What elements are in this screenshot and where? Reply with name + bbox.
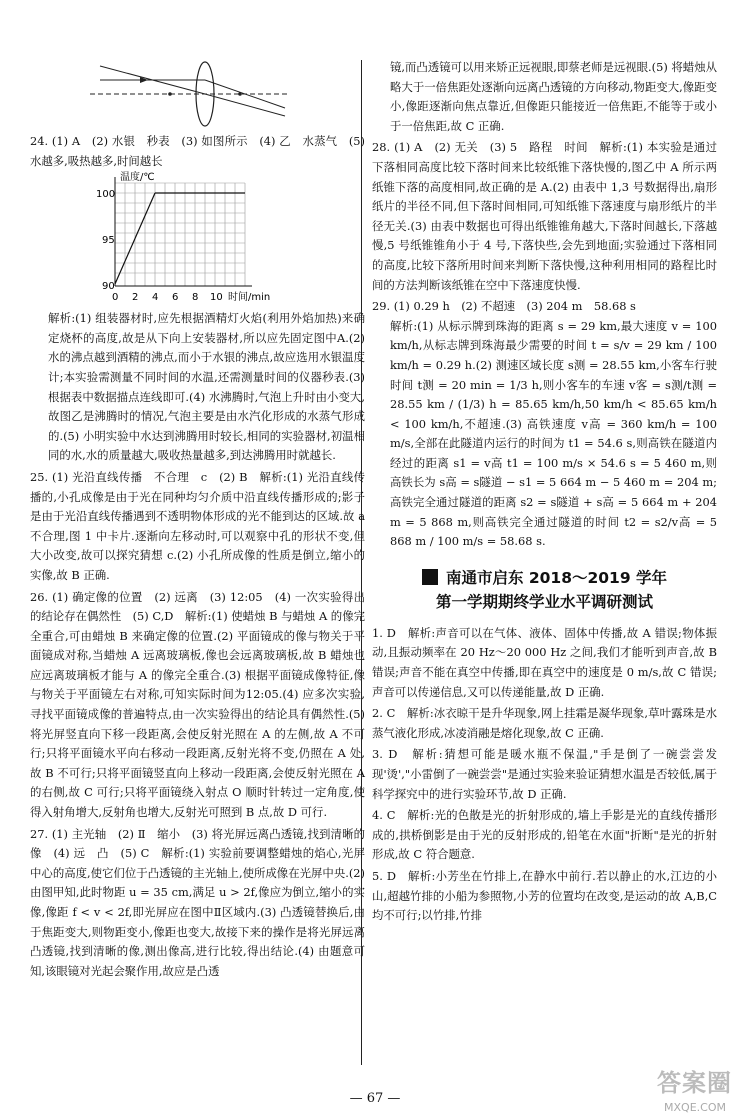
section-marker-icon [422, 569, 438, 585]
answer-27: 27. (1) 主光轴 (2) Ⅱ 缩小 (3) 将光屏远离凸透镜,找到清晰的像 (4) 远 凸 (5) C 解析:(1) 实验前要调整蜡烛的焰心,光屏中心的高度,使它们位于凸透镜的主光轴上,使所成像在光屏中央.(2) 由图甲知,此时物距 u = 35 cm,满足 u > 2f,像应为倒立,缩小的实像,像距 f < v < 2f,即光屏应在图中Ⅱ区域内.(3) 凸透镜替换后,由于焦距变大,则物距变小,像距也变大,故接下来的操作是将光屏远离凸透镜,找到清晰的像,测出像高,进行比较,得出结论.(4) 由题意可知,该眼镜对光起会聚作用,故应是凸透 [30, 826, 365, 978]
graph-xtick-8: 8 [192, 292, 199, 304]
answer-27-continued: 镜,而凸透镜可以用来矫正远视眼,即蔡老师是远视眼.(5) 将蜡烛从略大于一倍焦距处逐渐向远离凸透镜的方向移动,物距变大,像距变小,像距逐渐向焦点靠近,但像距只能接近一倍焦距,不能等于或小于一倍焦距,故 C 正确. [390, 60, 717, 133]
graph-xtick-0: 0 [112, 292, 119, 304]
graph-xlabel: 时间/min [228, 292, 271, 304]
watermark-logo: 答案圈 [657, 1069, 732, 1097]
answer-28: 28. (1) A (2) 无关 (3) 5 路程 时间 解析:(1) 本实验是通过下落相同高度比较下落时间来比较纸锥下落快慢的,图乙中 A 所示两纸锥下落的高度相同,故正确的是 A.(2) 由表中 1,3 号数据得出,扇形纸片的半径不同,但下落时间相同,可知纸锥下落速度与扇形纸片的半径无关.(3) 由表中数据也可得出纸锥锥角越大,下落时间越长,下落越慢,5 号纸锥锥角小于 4 号,下落快些,会先到地面;实验通过下落相同的高度,比较下落所用时间来判断下落快慢,这种利用相同的路程比时间的方法判断该纸锥在空中下落速度快慢. [372, 140, 717, 292]
answer-29-explanation: 解析:(1) 从标示牌到珠海的距离 s = 29 km,最大速度 v = 100 km/h,从标志牌到珠海最少需要的时间 t = s/v = 29 km / 100 km/h = 0.29 h.(2) 测速区域长度 s测 = 28.55 km,小客车行驶时间 t测 = 20 min = 1/3 h,则小客车的车速 v客 = s测/t测 = 28.55 km / (1/3) h = 85.65 km/h,50 km/h < 85.65 km/h < 100 km/h,不超速.(3) 高铁速度 v高 = 360 km/h = 100 m/s,全部在此隧道内运行的时间为 t1 = 54.6 s,则高铁在隧道内经过的距离 s1 = v高 t1 = 100 m/s × 54.6 s = 5 460 m,则高铁长为 s高 = s隧道 − s1 = 5 664 m − 5 460 m = 204 m;高铁完全通过隧道的距离 s2 = s隧道 + s高 = 5 664 m + 204 m = 5 868 m,则高铁完全通过隧道的时间 t2 = s2/v高 = 5 868 m / 100 m/s = 58.68 s. [390, 318, 717, 549]
graph-xtick-6: 6 [172, 292, 179, 304]
section-heading [372, 566, 717, 614]
left-column [30, 58, 365, 981]
answer-24-head: 24. (1) A (2) 水银 秒表 (3) 如图所示 (4) 乙 水蒸气 (5) 水越多,吸热越多,时间越长 [30, 134, 365, 168]
answer-2: 2. C 解析:冰衣晾干是升华现象,网上挂霜是凝华现象,草叶露珠是水蒸气液化形成,冰凌消融是熔化现象,故 C 正确. [372, 706, 717, 740]
graph-ytick-95: 95 [102, 235, 115, 247]
answer-3: 3. D 解析:猜想可能是暖水瓶不保温,"手是倒了一碗尝尝发现'烫',"小雷倒了一碗尝尝"是通过实验来验证猜想水温是否较低,属于科学探究中的进行实验环节,故 D 正确. [372, 747, 717, 801]
answer-1: 1. D 解析:声音可以在气体、液体、固体中传播,故 A 错误;物体振动,且振动频率在 20 Hz～20 000 Hz 之间,我们才能听到声音,故 B 错误;声音不能在真空中传播,即在真空中的速度是 0 m/s,故 C 错误;声音可以传递信息,又可以传递能量,故 D 正确. [372, 625, 717, 699]
answer-24-explanation: 解析:(1) 组装器材时,应先根据酒精灯火焰(利用外焰加热)来确定烧杯的高度,故是从下向上安装器材,所以应先固定图中A.(2) 水的沸点越到酒精的沸点,而小于水银的沸点,故应选用水银温度计;本实验需测量不同时间的水温,还需测量时间的仪器秒表.(3) 根据表中数据描点连线即可.(4) 水沸腾时,气泡上升时由小变大,故图乙是沸腾时的情况,气泡主要是由水汽化形成的水蒸气形成的.(5) 小明实验中水达到沸腾用时较长,相同的实验器材,初温相同的水,水的质量越大,吸收热量越多,到达沸腾用时就越长. [48, 311, 365, 463]
answer-25: 25. (1) 光沿直线传播 不合理 c (2) B 解析:(1) 光沿直线传播的,小孔成像是由于光在同种均匀介质中沿直线传播形成的;影子是由于光沿直线传播遇到不透明物体形成的光不能到达的区域.故 a 不合理,图 1 中卡片.逐渐向左移动时,可以观察中孔的形状不变,但大小改变,故可以探究猜想 c.(2) 小孔所成像的性质是倒立,缩小的实像,故 B 正确. [30, 469, 365, 582]
lens-diagram [30, 58, 365, 130]
answer-4: 4. C 解析:光的色散是光的折射形成的,墙上手影是光的直线传播形成的,拱桥倒影是由于光的反射形成的,铅笔在水面"折断"是光的折射形成,故 C 符合题意. [372, 808, 717, 862]
graph-ylabel: 温度/℃ [120, 172, 155, 184]
graph-ytick-90: 90 [102, 281, 115, 293]
section-title-line2: 第一学期期终学业水平调研测试 [435, 592, 653, 611]
graph-ytick-100: 100 [96, 189, 116, 201]
watermark-url: MXQE.COM [664, 1101, 726, 1114]
answer-29-head: 29. (1) 0.29 h (2) 不超速 (3) 204 m 58.68 s [372, 299, 636, 314]
answer-26: 26. (1) 确定像的位置 (2) 远离 (3) 12:05 (4) 一次实验得出的结论存在偶然性 (5) C,D 解析:(1) 使蜡烛 B 与蜡烛 A 的像完全重合,可由蜡烛 B 来确定像的位置.(2) 平面镜成的像与物关于平面镜成对称,当蜡烛 A 远离玻璃板,像也会远离玻璃板,故 B 蜡烛也应远离玻璃板才能与 A 的像完全重合.(3) 根据平面镜成像特征,像与物关于平面镜左右对称,可知实际时间为12:05.(4) 应多次实验,寻找平面镜成像的普遍特点,由一次实验得出的结论具有偶然性.(5) 将光屏竖直向下移一段距离,会使反射光照在 A 的左侧,故 A 不可行;只将平面镜水平向右移动一段距离,反射光将不变,仍照在 A 处,故 B 不可行;只将平面镜竖直向上移动一段距离,会使反射光照在 A 的右侧,故 C 可行;只将平面镜绕入射点 O 顺时针转过一定角度,使得入射角增大,反射角也增大,反射光可照到 B 点,故 D 可行. [30, 589, 365, 820]
graph-xtick-2: 2 [132, 292, 139, 304]
right-column [372, 58, 717, 926]
temperature-graph [30, 171, 365, 309]
page-number: — 67 — [349, 1091, 401, 1106]
answer-5: 5. D 解析:小芳坐在竹排上,在静水中前行.若以静止的水,江边的小山,超越竹排的小船为参照物,小芳的位置均在改变,是运动的故 A,B,C 均不可行;以竹排,竹排 [372, 868, 717, 923]
section-title-line1: 南通市启东 2018～2019 学年 [445, 568, 668, 587]
graph-xtick-10: 10 [210, 292, 223, 304]
graph-xtick-4: 4 [152, 292, 159, 304]
